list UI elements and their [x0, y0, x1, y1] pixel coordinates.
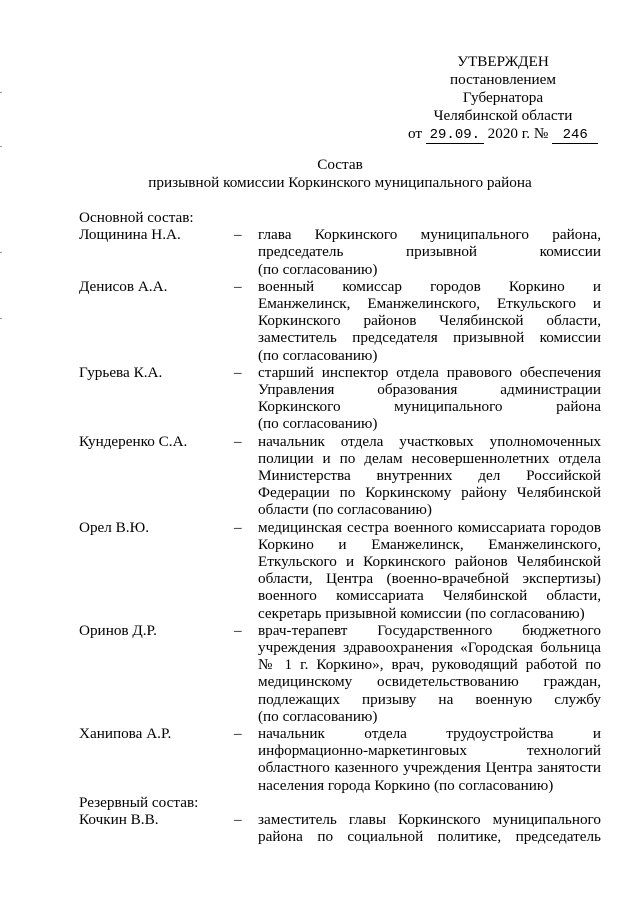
role-line: начальник отдела трудоустройства и	[258, 725, 601, 743]
role-line: (по согласованию)	[258, 260, 378, 278]
member-row	[79, 519, 601, 622]
member-name: Орел В.Ю.	[79, 518, 150, 536]
approval-line: постановлением Губернатора	[449, 71, 557, 106]
approval-line: Челябинской области	[433, 107, 573, 124]
approval-title: УТВЕРЖДЕН	[457, 53, 549, 70]
role-line: населения города Коркино (по согласованию)	[258, 776, 554, 794]
approval-block	[408, 53, 598, 144]
member-row	[79, 433, 601, 519]
member-name: Лощинина Н.А.	[79, 226, 181, 244]
role-line: области (по согласованию)	[258, 501, 432, 519]
member-name: Кундеренко С.А.	[79, 432, 188, 450]
dash: –	[234, 432, 242, 450]
role-line: подлежащих призыву на военную службу	[258, 690, 601, 708]
role-line: Министерства внутренних дел Российской	[258, 467, 601, 485]
member-role	[258, 364, 601, 433]
document-title	[60, 156, 620, 192]
member-name: Оринов Д.Р.	[79, 621, 157, 639]
role-line: (по согласованию)	[258, 707, 378, 725]
member-row	[79, 278, 601, 364]
member-name: Кочкин В.В.	[79, 811, 159, 829]
approval-number: 246	[552, 128, 598, 144]
margin-mark	[0, 252, 2, 253]
role-line: заместитель главы Коркинского муниципального	[258, 811, 601, 829]
role-line: врач-терапевт Государственного бюджетного	[258, 621, 601, 639]
section-heading-reserve: Резервный состав:	[79, 793, 199, 811]
role-line: Коркинского муниципального района	[258, 398, 601, 416]
role-line: секретарь призывной комиссии (по согласованию)	[258, 604, 585, 622]
role-line: Управления образования администрации	[258, 381, 601, 399]
role-line: района по социальной политике, председатель	[258, 828, 601, 846]
role-line: медицинскому освидетельствованию граждан,	[258, 673, 601, 691]
approval-date-line	[408, 125, 592, 144]
member-role	[258, 278, 601, 364]
role-line: старший инспектор отдела правового обеспечения	[258, 363, 601, 381]
title-line: Состав	[317, 156, 363, 173]
member-role	[258, 433, 601, 519]
dash: –	[234, 518, 242, 536]
dash: –	[234, 277, 242, 295]
commission-list	[79, 209, 601, 845]
role-line: медицинская сестра военного комиссариата городов	[258, 518, 601, 536]
role-line: глава Коркинского муниципального района,	[258, 226, 601, 244]
role-line: области, Центра (военно-врачебной экспертизы)	[258, 570, 601, 588]
member-row	[79, 622, 601, 725]
member-row	[79, 811, 601, 845]
member-name: Денисов А.А.	[79, 277, 168, 295]
dash: –	[234, 363, 242, 381]
dash: –	[234, 811, 242, 829]
year-text: 2020 г. №	[487, 125, 549, 142]
margin-mark	[0, 318, 2, 319]
member-role	[258, 519, 601, 622]
role-line: Еманжелинск, Еманжелинского, Еткульского и	[258, 295, 601, 312]
role-line: военный комиссар городов Коркино и	[258, 277, 601, 295]
margin-mark	[0, 92, 2, 93]
member-row	[79, 226, 601, 278]
role-line: Коркинского районов Челябинской области,	[258, 312, 601, 330]
role-line: учреждения здравоохранения «Городская больница	[258, 639, 601, 657]
main-members	[79, 226, 601, 794]
role-line: областного казенного учреждения Центра занятости	[258, 759, 601, 777]
role-line: Коркино и Еманжелинск, Еманжелинского,	[258, 535, 601, 553]
role-line: № 1 г. Коркино», врач, руководящий работой по	[258, 656, 601, 674]
role-line: полиции и по делам несовершеннолетних отдела	[258, 449, 601, 467]
member-name: Ханипова А.Р.	[79, 725, 172, 743]
dash: –	[234, 621, 242, 639]
member-name: Гурьева К.А.	[79, 363, 163, 381]
member-row	[79, 725, 601, 794]
member-role	[258, 811, 601, 845]
role-line: (по согласованию)	[258, 346, 378, 364]
role-line: информационно-маркетинговых технологий	[258, 742, 601, 760]
role-line: Еткульского и Коркинского районов Челябинской	[258, 553, 601, 571]
role-line: военного комиссариата Челябинской области,	[258, 587, 601, 605]
date-prefix: от	[408, 125, 423, 142]
member-role	[258, 725, 601, 794]
member-role	[258, 226, 601, 278]
member-role	[258, 622, 601, 725]
member-row	[79, 364, 601, 433]
role-line: начальник отдела участковых уполномоченных	[258, 432, 601, 450]
dash: –	[234, 226, 242, 244]
approval-date: 29.09.	[426, 128, 484, 144]
dash: –	[234, 725, 242, 743]
title-line: призывной комиссии Коркинского муниципального района	[148, 174, 532, 191]
role-line: председатель призывной комиссии	[258, 243, 601, 261]
role-line: заместитель председателя призывной комиссии	[258, 329, 601, 347]
role-line: (по согласованию)	[258, 415, 378, 433]
role-line: Федерации по Коркинскому району Челябинской	[258, 484, 601, 502]
reserve-members	[79, 811, 601, 845]
margin-mark	[0, 146, 2, 147]
section-heading-main: Основной состав:	[79, 209, 194, 226]
